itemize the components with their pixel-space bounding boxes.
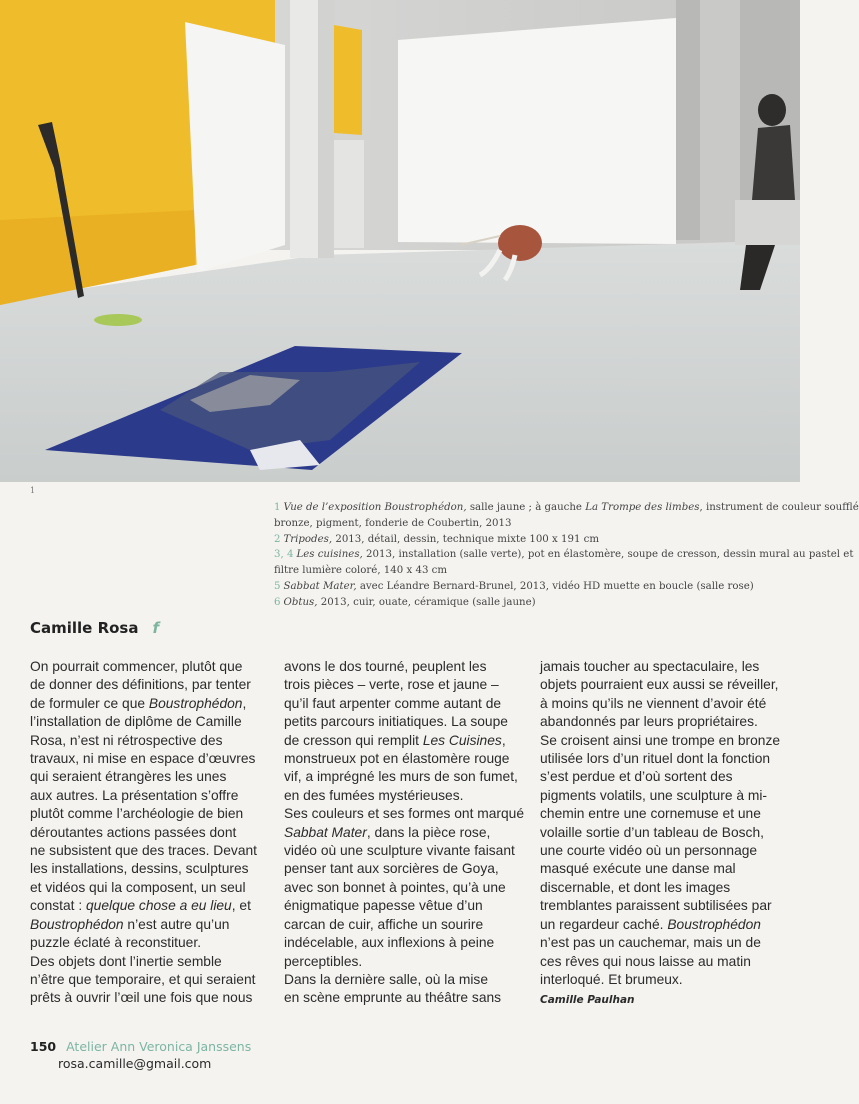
text-run: Boustrophédon (30, 916, 124, 932)
text-run: abandonnés par leurs propriétaires. (540, 714, 758, 730)
text-run: une courte vidéo où un personnage (540, 843, 758, 859)
article-line (30, 713, 270, 731)
text-run: les installations, dessins, sculptures (30, 861, 249, 877)
caption-number: 2 (274, 533, 281, 545)
article-line (284, 676, 524, 694)
text-run: Sabbat Mater (284, 824, 367, 840)
article-line (284, 732, 524, 750)
text-run: , dans la pièce rose, (366, 824, 491, 840)
article-line (30, 824, 270, 842)
caption-text: Vue de l’exposition Boustrophédon, (283, 502, 467, 513)
text-run: trois pièces – verte, rose et jaune – (284, 677, 499, 693)
text-run: discernable, et dont les images (540, 879, 731, 895)
text-run: On pourrait commencer, plutôt que (30, 659, 243, 674)
text-run: aux autres. La présentation s’offre (30, 787, 239, 803)
caption-text: Tripodes, (283, 533, 333, 545)
caption-line (274, 563, 800, 579)
article-line (284, 934, 524, 952)
text-run: Boustrophédon (667, 916, 761, 932)
article-line (30, 750, 270, 768)
text-run: n’est pas un cauchemar, mais un de (540, 935, 761, 951)
article-line (284, 695, 524, 713)
text-run: et vidéos qui la composent, un seul (30, 879, 246, 895)
title-mark: f (152, 619, 160, 637)
article-line (284, 916, 524, 934)
caption-text: Obtus, (283, 596, 318, 608)
article-line (30, 676, 270, 694)
text-run: n’être que temporaire, et qui seraient (30, 971, 256, 987)
article-line (540, 787, 780, 805)
article-line (30, 787, 270, 805)
caption-number: 6 (274, 596, 281, 608)
text-run: monstrueux pot en élastomère rouge (284, 751, 510, 767)
article-line (540, 934, 780, 952)
text-run: un regardeur caché. (540, 916, 668, 932)
article-line (30, 860, 270, 878)
text-run: en des fumées mystérieuses. (284, 787, 464, 803)
article-line (540, 805, 780, 823)
text-run: Boustrophédon (148, 695, 243, 711)
article-line (540, 971, 780, 989)
text-run: jamais toucher au spectaculaire, les (540, 659, 760, 674)
text-run: chemin entre une cornemuse et une (540, 806, 761, 822)
text-run: de donner des définitions, par tenter (30, 677, 251, 693)
article-line (284, 971, 524, 989)
article-line (30, 934, 270, 952)
text-run: vif, a imprégné les murs de son fumet, (284, 769, 518, 785)
text-run: carcan de cuir, affiche un sourire (284, 916, 484, 932)
text-run: volaille sortie d’un tableau de Bosch, (540, 824, 764, 840)
caption-text: bronze, pigment, fonderie de Coubertin, 2013 (274, 517, 512, 529)
article-line (30, 768, 270, 786)
text-run: puzzle éclaté à reconstituer. (30, 935, 202, 951)
article-line (540, 824, 780, 842)
caption-line (274, 500, 859, 516)
article-line (540, 768, 780, 786)
text-run: Rosa, n’est ni rétrospective des (30, 732, 223, 748)
caption-line (274, 595, 800, 611)
text-run: , et (231, 898, 251, 914)
text-run: déroutantes actions passées dont (30, 824, 237, 840)
text-run: qu’il faut arpenter comme autant de (284, 695, 502, 711)
article-line (284, 713, 524, 731)
caption-text: , instrument de couleur soufflé (699, 502, 859, 513)
text-run: Ses couleurs et ses formes ont marqué (284, 806, 525, 822)
article-line (30, 805, 270, 823)
article-line (30, 658, 270, 676)
article-line (30, 989, 270, 1007)
text-run: quelque chose a eu lieu (85, 898, 232, 914)
text-run: à moins qu’ils ne viennent d’avoir été (540, 695, 767, 711)
text-run: penser tant aux sorcières de Goya, (284, 861, 499, 877)
article-line (30, 916, 270, 934)
text-run: énigmatique papesse vêtue d’un (284, 898, 483, 914)
figure-number: 1 (30, 486, 36, 495)
article-column-1 (30, 658, 270, 1008)
article-line (540, 879, 780, 897)
article-line (30, 879, 270, 897)
text-run: Dans la dernière salle, où la mise (284, 971, 488, 987)
article-line (540, 860, 780, 878)
artist-name: Camille Rosa (30, 619, 139, 637)
caption-line (274, 579, 800, 595)
text-run: , (242, 695, 247, 711)
exhibition-photo (0, 0, 800, 482)
article-line (30, 971, 270, 989)
text-run: interloqué. Et brumeux. (540, 971, 683, 987)
caption-text: avec Léandre Bernard-Brunel, 2013, vidéo HD muette en boucle (salle rose) (356, 580, 754, 592)
caption-text: La Trompe des limbes (585, 502, 700, 513)
caption-text: filtre lumière coloré, 140 x 43 cm (274, 565, 448, 577)
article-line (284, 750, 524, 768)
text-run: indécelable, aux inflexions à peine (284, 935, 495, 951)
article-line (540, 897, 780, 915)
caption-text: Les cuisines, (296, 549, 363, 561)
text-run: objets pourraient eux aussi se réveiller, (540, 677, 779, 693)
text-run: petits parcours initiatiques. La soupe (284, 714, 508, 730)
atelier-name: Atelier Ann Veronica Janssens (66, 1039, 252, 1054)
text-run: avons le dos tourné, peuplent les (284, 659, 487, 674)
text-run: utilisée lors d’un rituel dont la fonction (540, 751, 771, 767)
article-line (30, 953, 270, 971)
text-run: n’est autre qu’un (123, 916, 230, 932)
text-run: de cresson qui remplit (284, 732, 423, 748)
article-line (284, 860, 524, 878)
text-run: en scène emprunte au théâtre sans (284, 990, 502, 1006)
article-column-3 (540, 658, 780, 1010)
text-run: Des objets dont l’inertie semble (30, 953, 222, 969)
text-run: travaux, ni mise en espace d’œuvres (30, 751, 256, 767)
text-run: de formuler ce que (30, 695, 149, 711)
text-run: vidéo où une sculpture vivante faisant (284, 843, 515, 859)
caption-number: 1 (274, 502, 281, 513)
article-line (284, 805, 524, 823)
text-run: ces rêves qui nous laisse au matin (540, 953, 751, 969)
article-line (540, 695, 780, 713)
article-line (284, 953, 524, 971)
article-line (284, 879, 524, 897)
caption-text: salle jaune ; à gauche (466, 502, 586, 513)
text-run: perceptibles. (284, 953, 363, 969)
caption-text: Sabbat Mater, (283, 580, 357, 592)
article-column-2 (284, 658, 524, 1008)
photo-captions (274, 500, 859, 611)
article-line (284, 768, 524, 786)
text-run: Se croisent ainsi une trompe en bronze (540, 732, 781, 748)
text-run: , (501, 732, 506, 748)
caption-text: 2013, installation (salle verte), pot en élastomère, soupe de cresson, dessin mural au pastel et (362, 549, 854, 561)
article-line (30, 842, 270, 860)
article-title (30, 619, 159, 637)
caption-line (274, 532, 800, 548)
article-line (284, 824, 524, 842)
contact-email[interactable]: rosa.camille@gmail.com (58, 1056, 212, 1071)
article-signature: Camille Paulhan (540, 994, 635, 1007)
caption-line (274, 516, 800, 532)
page-number: 150 (30, 1039, 57, 1054)
text-run: masqué exécute une danse mal (540, 861, 736, 877)
article-line (284, 658, 524, 676)
text-run: plutôt comme l’archéologie de bien (30, 806, 244, 822)
text-run: prêts à ouvrir l’œil une fois que nous (30, 990, 253, 1006)
article-line (284, 897, 524, 915)
article-line (540, 676, 780, 694)
text-run: qui seraient étrangères les unes (30, 769, 227, 785)
text-run: pigments volatils, une sculpture à mi- (540, 787, 767, 803)
article-line (540, 953, 780, 971)
text-run: constat : (30, 898, 86, 914)
caption-text: 2013, cuir, ouate, céramique (salle jaune) (317, 596, 536, 608)
caption-line (274, 547, 854, 563)
text-run: s’est perdue et d’où sortent des (540, 769, 733, 785)
article-line (540, 713, 780, 731)
article-line (540, 916, 780, 934)
article-line (30, 695, 270, 713)
caption-number: 5 (274, 580, 281, 592)
caption-text: 2013, détail, dessin, technique mixte 100 x 191 cm (332, 533, 600, 545)
article-line (540, 732, 780, 750)
text-run: avec son bonnet à pointes, qu’à une (284, 879, 506, 895)
article-line (540, 658, 780, 676)
article-line (540, 750, 780, 768)
article-line (540, 842, 780, 860)
article-line (30, 732, 270, 750)
text-run: tremblantes paraissent subtilisées par (540, 898, 772, 914)
caption-number: 3, 4 (274, 549, 294, 561)
text-run: l’installation de diplôme de Camille (30, 714, 242, 730)
article-line (284, 989, 524, 1007)
text-run: Les Cuisines (422, 732, 502, 748)
article-line (284, 787, 524, 805)
article-line (284, 842, 524, 860)
text-run: ne subsistent que des traces. Devant (30, 843, 258, 859)
page-footer (30, 1038, 251, 1072)
article-line (30, 897, 270, 915)
